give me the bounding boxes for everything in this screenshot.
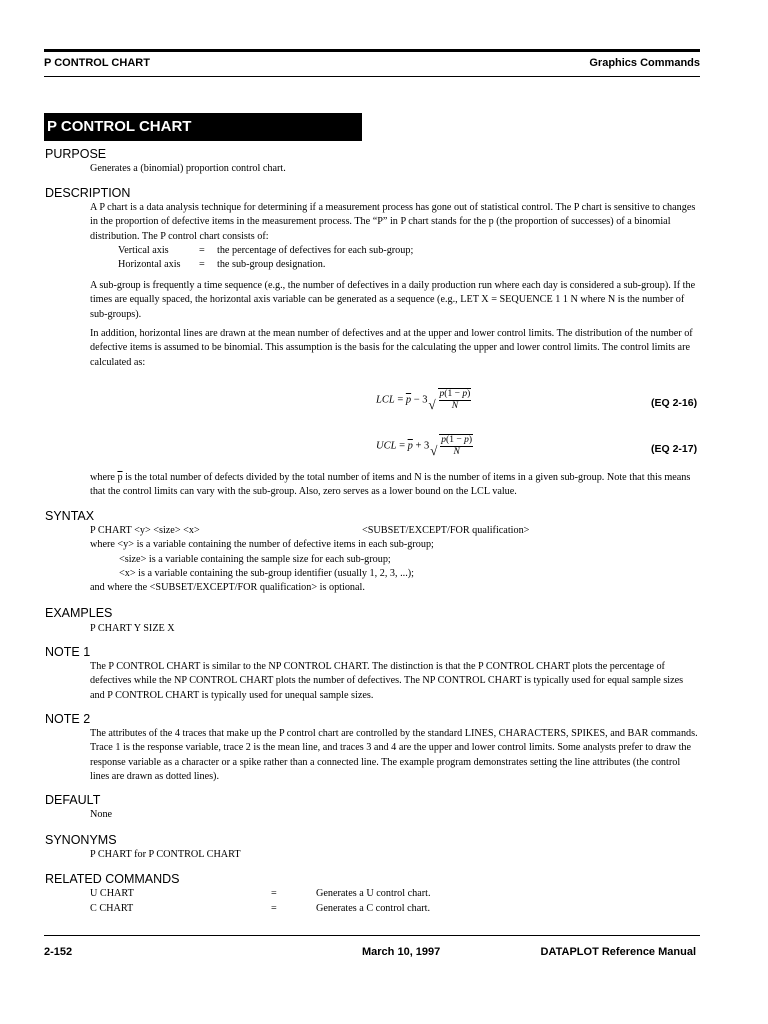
eq2-op: = — [399, 440, 408, 452]
related-text-1: Generates a U control chart. — [316, 888, 431, 899]
eq2-num-b: (1 − — [446, 435, 465, 445]
syntax-heading: SYNTAX — [45, 509, 95, 523]
default-heading: DEFAULT — [45, 793, 101, 807]
related-cmd-1: U CHART — [90, 888, 134, 899]
synonyms-text: P CHART for P CONTROL CHART — [90, 849, 241, 860]
note2-heading: NOTE 2 — [45, 712, 91, 726]
eq2-num-a: $\overline{p}$ — [441, 435, 447, 445]
equation-lcl — [376, 388, 471, 412]
default-text: None — [90, 809, 113, 820]
description-p4 — [90, 471, 700, 500]
footer-date: March 10, 1997 — [362, 946, 441, 958]
axis-label-horizontal: Horizontal axis — [118, 259, 181, 270]
examples-text: P CHART Y SIZE X — [90, 623, 175, 634]
description-heading: DESCRIPTION — [45, 186, 131, 200]
eq1-sign: − 3 — [411, 394, 428, 406]
eq2-sign: + 3 — [412, 440, 430, 452]
eq2-num-c: $\overline{p}$ — [464, 435, 469, 445]
eq1-pbar: $\overline{p}$ — [405, 394, 412, 406]
syntax-line-3: <x> is a variable containing the sub-group identifier (usually 1, 2, 3, ...); — [119, 568, 414, 579]
eq1-label: (EQ 2-16) — [651, 397, 698, 409]
header-rule — [44, 76, 700, 77]
syntax-command: P CHART <y> <size> <x> — [90, 525, 200, 536]
eq1-num-c: $\overline{p}$ — [462, 389, 468, 399]
related-eq-2: = — [271, 903, 277, 914]
description-p2: A sub-group is frequently a time sequence (e.g., the number of defectives in a daily production run where each day is considered a sub-group). If the times are equally spaced, the horizontal axis variable can be generated as a sequence (e.g., LET X = SEQUENCE 1 1 N where N is the number of sub-groups). — [90, 280, 696, 320]
related-heading: RELATED COMMANDS — [45, 872, 180, 886]
eq1-num-d: ) — [467, 389, 471, 399]
equation-ucl — [376, 434, 473, 458]
purpose-text: Generates a (binomial) proportion control chart. — [90, 163, 286, 174]
note1-heading: NOTE 1 — [45, 645, 91, 659]
description-p1: A P chart is a data analysis technique for determining if a measurement process has gone out of statistical control. The P chart is sensitive to changes in the proportion of defective items in the measurement process. The “P” in P chart stands for the p (the proportion of successes) of a binomial distribution. The P control chart consists of: — [90, 202, 696, 242]
description-p3: In addition, horizontal lines are drawn at the mean number of defectives and at the upper and lower control limits. The distribution of the number of defective items is assumed to be binomial. This assumption is the basis for the calculating the upper and lower control limits. The control limits are calculated as: — [90, 328, 693, 368]
p4-pre: where — [90, 472, 118, 483]
eq2-label: (EQ 2-17) — [651, 443, 698, 455]
page-number: 2-152 — [44, 946, 73, 958]
p4-pbar: $\overline{p}$ — [117, 472, 123, 483]
syntax-qualification: <SUBSET/EXCEPT/FOR qualification> — [362, 525, 530, 536]
note2-text: The attributes of the 4 traces that make up the P control chart are controlled by the standard LINES, CHARACTERS, SPIKES, and BAR commands. Trace 1 is the response variable, trace 2 is the mean line, and traces 3 and 4 are the upper and lower control limits. Some analysts prefer to draw the response variable as a character or a spike rather than a connected line. The example program demonstrates setting the line attributes (the control lines are drawn as dotted lines). — [90, 728, 698, 783]
axis-label-vertical: Vertical axis — [118, 245, 169, 256]
header-left: P CONTROL CHART — [44, 57, 150, 69]
related-text-2: Generates a C control chart. — [316, 903, 430, 914]
axis-eq-horizontal: = — [199, 259, 205, 270]
axis-eq-vertical: = — [199, 245, 205, 256]
eq1-lhs: LCL — [376, 394, 395, 406]
note1-text: The P CONTROL CHART is similar to the NP CONTROL CHART. The distinction is that the P CONTROL CHART plots the percentage of defectives while the NP CONTROL CHART plots the number of defectives. The NP CONTROL CHART is typically used for equal sample sizes and P CONTROL CHART is typically used for unequal sample sizes. — [90, 661, 684, 701]
syntax-line-1: where <y> is a variable containing the number of defective items in each sub-group; — [90, 539, 434, 550]
eq1-num-a: $\overline{p}$ — [439, 389, 445, 399]
axis-text-horizontal: the sub-group designation. — [217, 259, 326, 270]
top-rule — [44, 49, 700, 52]
header-right: Graphics Commands — [589, 57, 700, 69]
eq1-den: N — [451, 401, 459, 411]
examples-heading: EXAMPLES — [45, 606, 113, 620]
synonyms-heading: SYNONYMS — [45, 833, 117, 847]
eq2-num-d: ) — [468, 435, 472, 445]
syntax-line-4: and where the <SUBSET/EXCEPT/FOR qualification> is optional. — [90, 582, 365, 593]
footer-rule — [44, 935, 700, 936]
eq1-sqrt — [438, 388, 472, 412]
p4-post: is the total number of defects divided by the total number of items and N is the number of items in a given sub-group. Note that this means that the control limits can vary with the sub-group. Also, zero serves as a lower bound on the LCL value. — [90, 472, 691, 498]
purpose-heading: PURPOSE — [45, 147, 107, 161]
related-eq-1: = — [271, 888, 277, 899]
eq2-sqrt — [439, 434, 473, 458]
axis-text-vertical: the percentage of defectives for each sub-group; — [217, 245, 414, 256]
eq1-op: = — [397, 394, 406, 406]
syntax-line-2: <size> is a variable containing the sample size for each sub-group; — [119, 554, 391, 565]
eq1-num-b: (1 − — [444, 389, 463, 399]
eq2-lhs: UCL — [376, 440, 397, 452]
page-title: P CONTROL CHART — [44, 113, 362, 141]
eq2-pbar: $\overline{p}$ — [407, 440, 413, 452]
related-cmd-2: C CHART — [90, 903, 134, 914]
eq2-den: N — [453, 447, 460, 457]
footer-manual: DATAPLOT Reference Manual — [540, 946, 696, 958]
